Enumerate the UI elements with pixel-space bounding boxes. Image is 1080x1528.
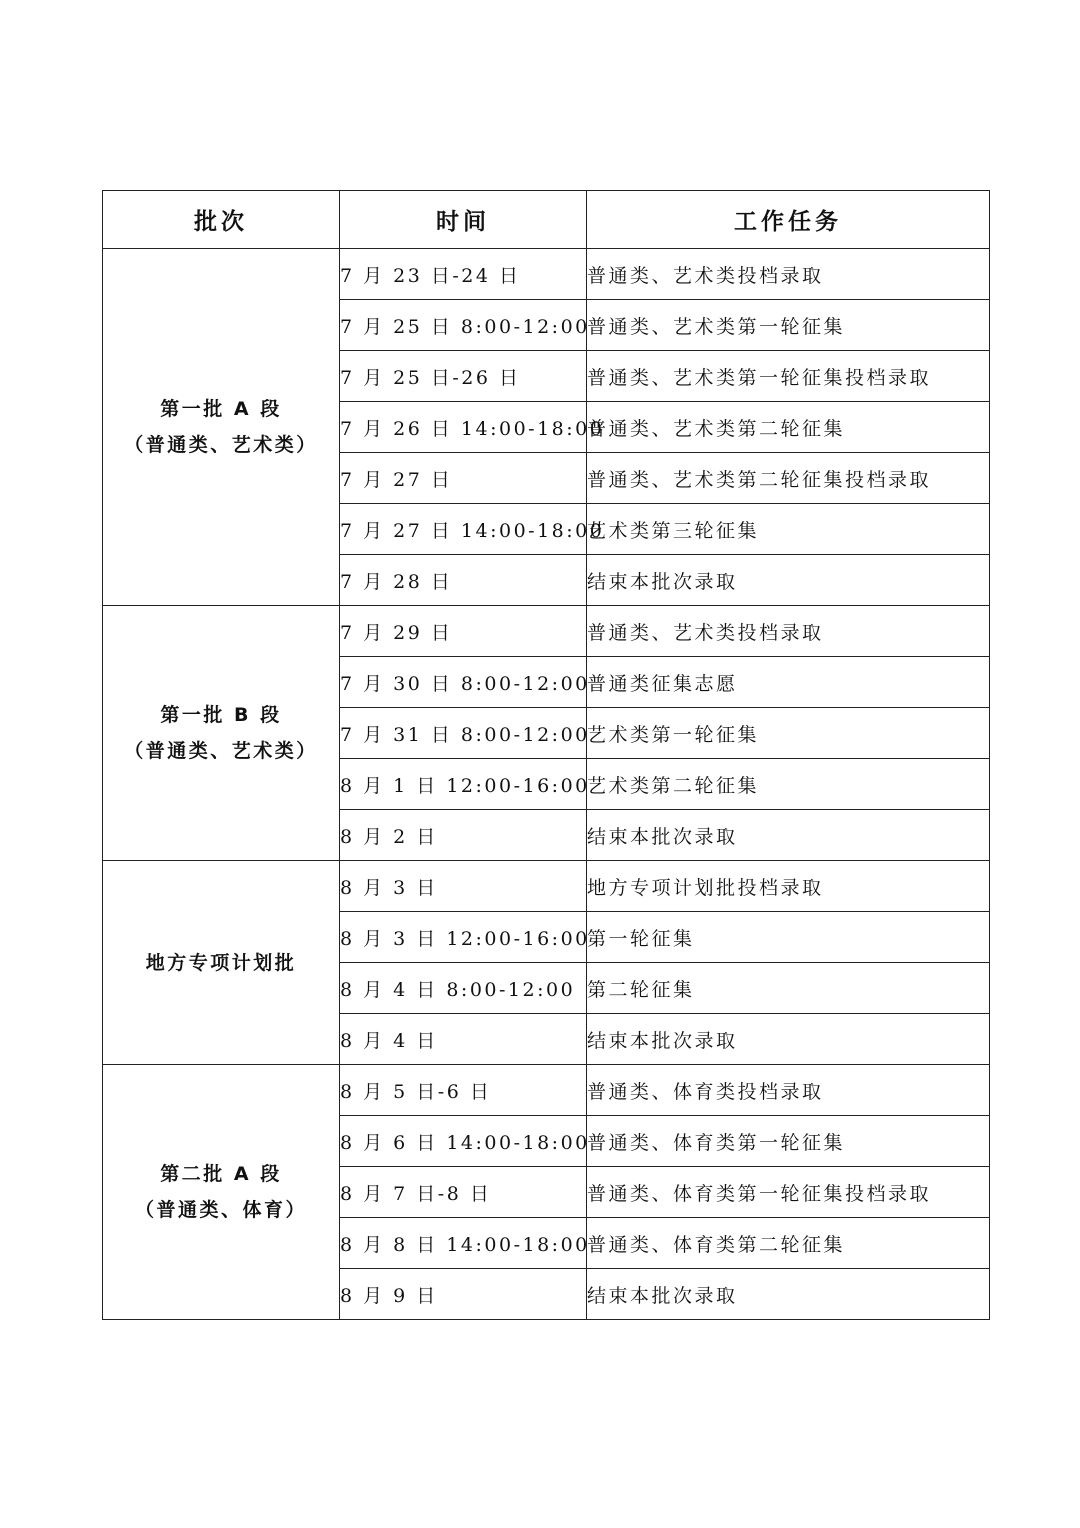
- time-cell: 8 月 5 日-6 日: [340, 1065, 587, 1116]
- task-cell: 艺术类第一轮征集: [587, 708, 990, 759]
- time-cell: 8 月 3 日: [340, 861, 587, 912]
- task-cell: 普通类、体育类投档录取: [587, 1065, 990, 1116]
- time-cell: 8 月 4 日: [340, 1014, 587, 1065]
- time-cell: 8 月 7 日-8 日: [340, 1167, 587, 1218]
- task-cell: 结束本批次录取: [587, 1014, 990, 1065]
- task-cell: 艺术类第三轮征集: [587, 504, 990, 555]
- time-cell: 7 月 28 日: [340, 555, 587, 606]
- task-cell: 普通类、体育类第一轮征集: [587, 1116, 990, 1167]
- time-cell: 7 月 25 日 8:00-12:00: [340, 300, 587, 351]
- time-cell: 8 月 1 日 12:00-16:00: [340, 759, 587, 810]
- time-cell: 8 月 9 日: [340, 1269, 587, 1320]
- time-cell: 7 月 25 日-26 日: [340, 351, 587, 402]
- time-cell: 7 月 27 日: [340, 453, 587, 504]
- task-cell: 艺术类第二轮征集: [587, 759, 990, 810]
- batch-label: 地方专项计划批: [145, 951, 297, 974]
- batch-cell: [103, 606, 340, 861]
- header-task: 工作任务: [587, 191, 990, 249]
- task-cell: 结束本批次录取: [587, 810, 990, 861]
- task-cell: 第二轮征集: [587, 963, 990, 1014]
- time-cell: 8 月 4 日 8:00-12:00: [340, 963, 587, 1014]
- table-row: [103, 249, 990, 300]
- time-cell: 8 月 8 日 14:00-18:00: [340, 1218, 587, 1269]
- time-cell: 8 月 3 日 12:00-16:00: [340, 912, 587, 963]
- time-cell: 8 月 2 日: [340, 810, 587, 861]
- time-cell: 8 月 6 日 14:00-18:00: [340, 1116, 587, 1167]
- task-cell: 普通类、艺术类第一轮征集投档录取: [587, 351, 990, 402]
- time-cell: 7 月 30 日 8:00-12:00: [340, 657, 587, 708]
- batch-label: 第一批 A 段: [160, 398, 282, 420]
- time-cell: 7 月 26 日 14:00-18:00: [340, 402, 587, 453]
- batch-cell: [103, 1065, 340, 1320]
- batch-label: 第二批 A 段: [160, 1163, 282, 1185]
- task-cell: 普通类征集志愿: [587, 657, 990, 708]
- batch-cell: [103, 249, 340, 606]
- task-cell: 第一轮征集: [587, 912, 990, 963]
- batch-label: （普通类、艺术类）: [124, 434, 318, 456]
- task-cell: 普通类、体育类第二轮征集: [587, 1218, 990, 1269]
- time-cell: 7 月 27 日 14:00-18:00: [340, 504, 587, 555]
- time-cell: 7 月 29 日: [340, 606, 587, 657]
- admission-schedule-table: [102, 190, 990, 1320]
- task-cell: 普通类、体育类第一轮征集投档录取: [587, 1167, 990, 1218]
- table-header-row: [103, 191, 990, 249]
- table-row: [103, 1065, 990, 1116]
- header-batch: 批次: [103, 191, 340, 249]
- task-cell: 普通类、艺术类投档录取: [587, 249, 990, 300]
- task-cell: 普通类、艺术类第一轮征集: [587, 300, 990, 351]
- batch-label: （普通类、艺术类）: [124, 740, 318, 762]
- task-cell: 普通类、艺术类投档录取: [587, 606, 990, 657]
- table-row: [103, 861, 990, 912]
- batch-label: 第一批 B 段: [160, 704, 282, 726]
- batch-cell: [103, 861, 340, 1065]
- task-cell: 地方专项计划批投档录取: [587, 861, 990, 912]
- task-cell: 普通类、艺术类第二轮征集: [587, 402, 990, 453]
- table-body: [103, 249, 990, 1320]
- task-cell: 结束本批次录取: [587, 1269, 990, 1320]
- batch-label: （普通类、体育）: [134, 1199, 307, 1221]
- task-cell: 结束本批次录取: [587, 555, 990, 606]
- header-time: 时间: [340, 191, 587, 249]
- task-cell: 普通类、艺术类第二轮征集投档录取: [587, 453, 990, 504]
- time-cell: 7 月 31 日 8:00-12:00: [340, 708, 587, 759]
- table-row: [103, 606, 990, 657]
- time-cell: 7 月 23 日-24 日: [340, 249, 587, 300]
